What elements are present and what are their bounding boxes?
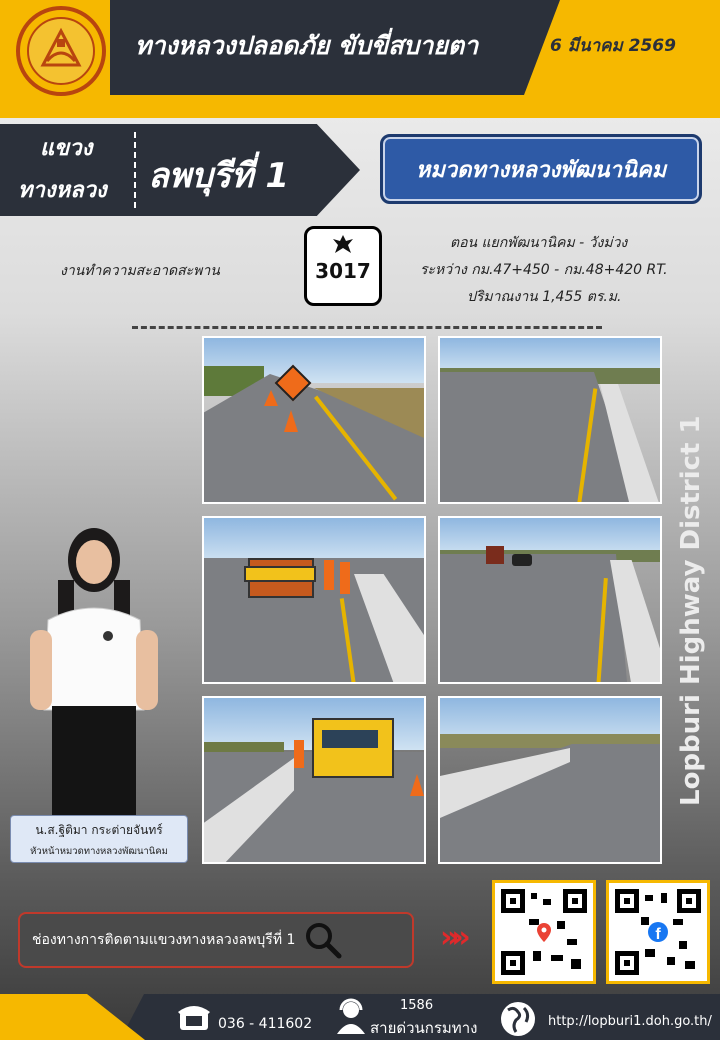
qr-code-facebook[interactable] <box>606 880 710 984</box>
chevrons-right-icon: »» <box>440 920 463 955</box>
logo-emblem-icon <box>27 17 95 85</box>
follow-channels-box <box>18 912 414 968</box>
phone-icon <box>176 1002 212 1032</box>
district-name: ลพบุรีที่ 1 <box>148 156 289 196</box>
website-link[interactable]: http://lopburi1.doh.go.th/ <box>548 1014 712 1029</box>
quantity-text: ปริมาณงาน 1,455 ตร.ม. <box>467 289 622 305</box>
work-photo-2 <box>438 336 662 504</box>
department-logo <box>16 6 106 96</box>
work-photo-1 <box>202 336 426 504</box>
hotline-operator-icon <box>334 998 368 1036</box>
follow-label: ช่องทางการติดตามแขวงทางหลวงลพบุรีที่ 1 <box>32 932 296 948</box>
hotline-number[interactable]: 1586 <box>400 998 434 1013</box>
work-photo-6 <box>438 696 662 864</box>
search-icon[interactable] <box>303 920 343 960</box>
supervisor-position: หัวหน้าหมวดทางหลวงพัฒนานิคม <box>30 846 168 857</box>
page-title: ทางหลวงปลอดภัย ขับขี่สบายตา <box>135 31 479 60</box>
work-photo-5 <box>202 696 426 864</box>
dashed-divider <box>132 326 602 329</box>
unit-badge <box>380 134 702 204</box>
phone-number[interactable]: 036 - 411602 <box>218 1016 313 1032</box>
unit-name: หมวดทางหลวงพัฒนานิคม <box>415 157 667 183</box>
task-title: งานทำความสะอาดสะพาน <box>60 263 220 279</box>
work-photo-4 <box>438 516 662 684</box>
hotline-label: สายด่วนกรมทาง <box>370 1019 478 1037</box>
svg-text:f: f <box>655 926 661 943</box>
district-label-line2: ทางหลวง <box>18 178 107 203</box>
footer-accent <box>0 994 145 1040</box>
district-divider <box>134 132 136 208</box>
district-label-line1: แขวง <box>40 136 93 161</box>
section-text: ตอน แยกพัฒนานิคม - วังม่วง <box>450 235 628 251</box>
work-photo-3 <box>202 516 426 684</box>
qr-code-maps[interactable] <box>492 880 596 984</box>
post-date: 6 มีนาคม 2569 <box>550 36 676 56</box>
globe-icon <box>498 1000 538 1038</box>
range-text: ระหว่าง กม.47+450 - กม.48+420 RT. <box>420 262 668 278</box>
supervisor-nametag <box>10 815 188 863</box>
garuda-icon <box>331 233 355 255</box>
supervisor-photo <box>22 520 172 820</box>
supervisor-name: น.ส.ฐิติมา กระต่ายจันทร์ <box>35 823 163 837</box>
route-number: 3017 <box>315 259 371 283</box>
side-district-label: Lopburi Highway District 1 <box>676 415 706 806</box>
qr-maps-icon <box>501 889 587 975</box>
qr-facebook-icon <box>615 889 701 975</box>
route-shield <box>304 226 382 306</box>
